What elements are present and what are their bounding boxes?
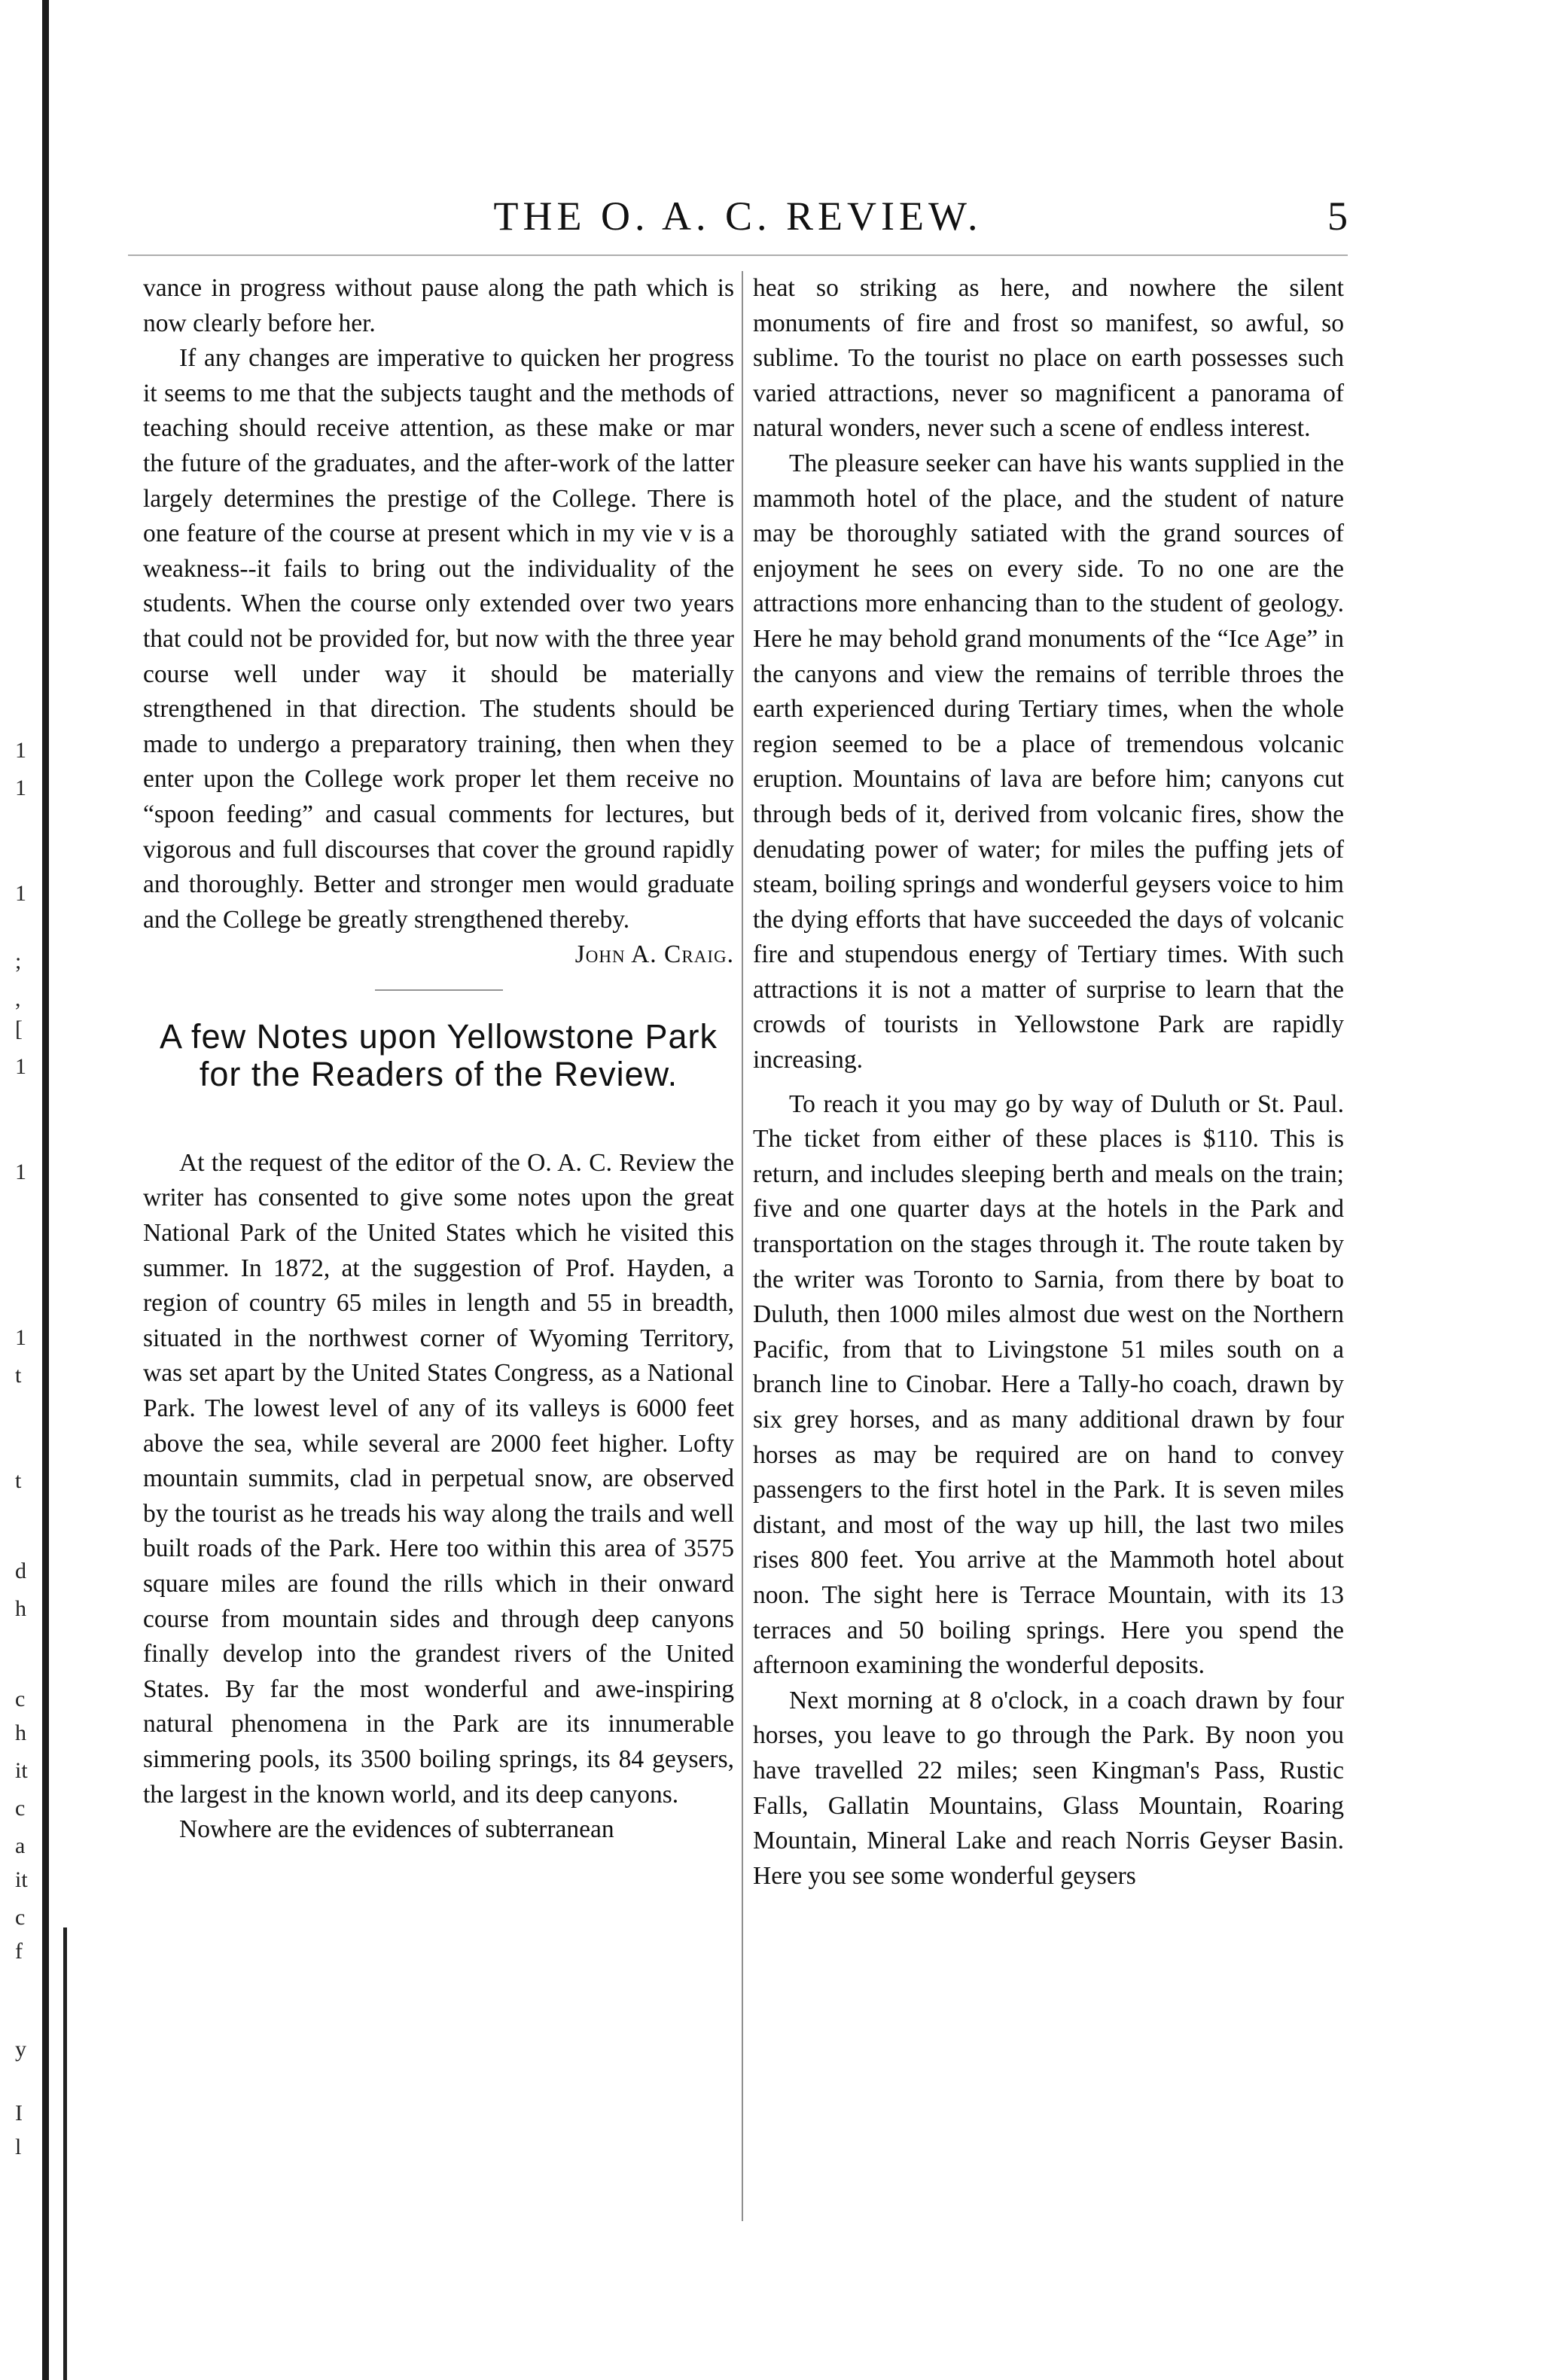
margin-fragment: y (15, 2037, 26, 2062)
header-rule (128, 254, 1348, 256)
margin-fragment: d (15, 1559, 26, 1583)
journal-title: THE O. A. C. REVIEW. (493, 194, 983, 239)
margin-fragment: , (15, 986, 21, 1011)
margin-fragment: t (15, 1468, 22, 1493)
running-header (120, 193, 1355, 245)
margin-fragment: c (15, 1796, 26, 1821)
margin-fragment: h (15, 1720, 26, 1745)
margin-fragment: a (15, 1833, 26, 1858)
paragraph: Nowhere are the evidences of subterranean (179, 1815, 614, 1844)
margin-fragment: c (15, 1687, 26, 1711)
margin-fragment: 1 (15, 776, 26, 800)
margin-fragment: 1 (15, 881, 26, 906)
margin-fragment: I (15, 2101, 23, 2126)
column-divider (742, 271, 743, 2221)
paragraph: To reach it you may go by way of Duluth or St. Paul. The ticket from either of these places is $110. This is return, and includes sleeping berth and meals on the train; five and one quarter days at the hotels in the Park and transportation on the stages through it. The route taken by the writer was Toronto to Sarnia, from there by boat to Duluth, then 1000 miles almost due west on the Northern Pacific, from that to Livingstone 51 miles south on a branch line to Cinobar. Here a Tally-ho coach, drawn by six grey horses, and as many additional drawn by four horses as may be required are on hand to convey passengers to the first hotel in the Park. It is seven miles distant, and most of the way up hill, the last two miles rises 800 feet. You arrive at the Mammoth hotel about noon. The sight here is Terrace Mountain, with its 13 terraces and 50 boiling springs. Here you spend the afternoon examining the wonderful deposits. (753, 1089, 1344, 1680)
margin-fragment: l (15, 2135, 22, 2159)
previous-page-bleed (0, 0, 83, 2380)
paragraph: The pleasure seeker can have his wants supplied in the mammoth hotel of the place, and the student of nature may be thoroughly satiated with the grand sources of enjoyment he sees on every side. To no one are the attractions more enhancing than to the student of geology. Here he may behold grand monuments of the “Ice Age” in the canyons and view the remains of terrible throes the earth experienced during Tertiary times, when the whole region seemed to be a place of tremendous volcanic eruption. Mountains of lava are before him; canyons cut through beds of it, derived from volcanic fires, show the denudating power of water; for miles the puffing jets of steam, boiling springs and wonderful geysers voice to him the dying efforts that have succeeded the days of volcanic fire and stupendous energy of Tertiary times. With such attractions it is not a matter of surprise to learn that the crowds of tourists in Yellowstone Park are rapidly increasing. (753, 449, 1344, 1074)
section-divider (375, 989, 503, 991)
margin-fragment: ; (15, 949, 22, 974)
margin-fragment: h (15, 1596, 26, 1621)
margin-fragment: c (15, 1905, 26, 1930)
margin-fragment: 1 (15, 1054, 26, 1079)
article-headline: A few Notes upon Yellowstone Park for the Readers of the Review. (160, 1016, 718, 1093)
margin-fragment: 1 (15, 1160, 26, 1184)
margin-fragment: 1 (15, 1325, 26, 1350)
margin-fragment: 1 (15, 738, 26, 763)
paragraph: If any changes are imperative to quicken her progress it seems to me that the subjects taught and the methods of teaching should receive attention, as these make or mar the future of the graduates, and the after-work of the latter largely determines the prestige of the College. There is one feature of the course at present which in my vie v is a weakness--it fails to bring out the individuality of the students. When the course only extended over two years that could not be provided for, but now with the three year course well under way it should be materially strengthened in that direction. The students should be made to undergo a preparatory training, then when they enter upon the College work proper let them receive no “spoon feeding” and casual comments for lectures, but vigorous and full discourses that cover the ground rapidly and thoroughly. Better and stronger men would graduate and the College be greatly strengthened thereby. (143, 344, 734, 934)
page-number: 5 (1327, 194, 1348, 239)
margin-fragment: it (15, 1867, 28, 1892)
paragraph: vance in progress without pause along the path which is now clearly before her. (143, 274, 734, 337)
margin-fragment: [ (15, 1016, 23, 1041)
paragraph: Next morning at 8 o'clock, in a coach drawn by four horses, you leave to go through the Park. By noon you have travelled 22 miles; seen Kingman's Pass, Rustic Falls, Gallatin Mountains, Glass Mountain, Roaring Mountain, Mineral Lake and reach Norris Geyser Basin. Here you see some wonderful geysers (753, 1686, 1344, 1890)
author-signature: John A. Craig. (574, 940, 734, 969)
margin-fragment: it (15, 1758, 28, 1783)
right-column (753, 271, 1344, 1894)
left-column (143, 271, 734, 1848)
paragraph: heat so striking as here, and nowhere the silent monuments of fire and frost so manifest, so awful, so sublime. To the tourist no place on earth possesses such varied attractions, never so magnificent a panorama of natural wonders, never such a scene of endless interest. (753, 274, 1344, 443)
margin-fragment: f (15, 1939, 23, 1964)
margin-fragment: t (15, 1363, 22, 1388)
paragraph: At the request of the editor of the O. A. C. Review the writer has consented to give some notes upon the great National Park of the United States which he visited this summer. In 1872, at the suggestion of Prof. Hayden, a region of country 65 miles in length and 55 in breadth, situated in the northwest corner of Wyoming Territory, was set apart by the United States Congress, as a National Park. The lowest level of any of its valleys is 6000 feet above the sea, while several are 2000 feet higher. Lofty mountain summits, clad in perpetual snow, are observed by the tourist as he treads his way along the trails and well built roads of the Park. Here too within this area of 3575 square miles are found the rills which in their onward course from mountain sides and through deep canyons finally develop into the grandest rivers of the United States. By far the most wonderful and awe-inspiring natural phenomena in the Park are its innumerable simmering pools, its 3500 boiling springs, its 84 geysers, the largest in the known world, and its deep canyons. (143, 1148, 734, 1809)
